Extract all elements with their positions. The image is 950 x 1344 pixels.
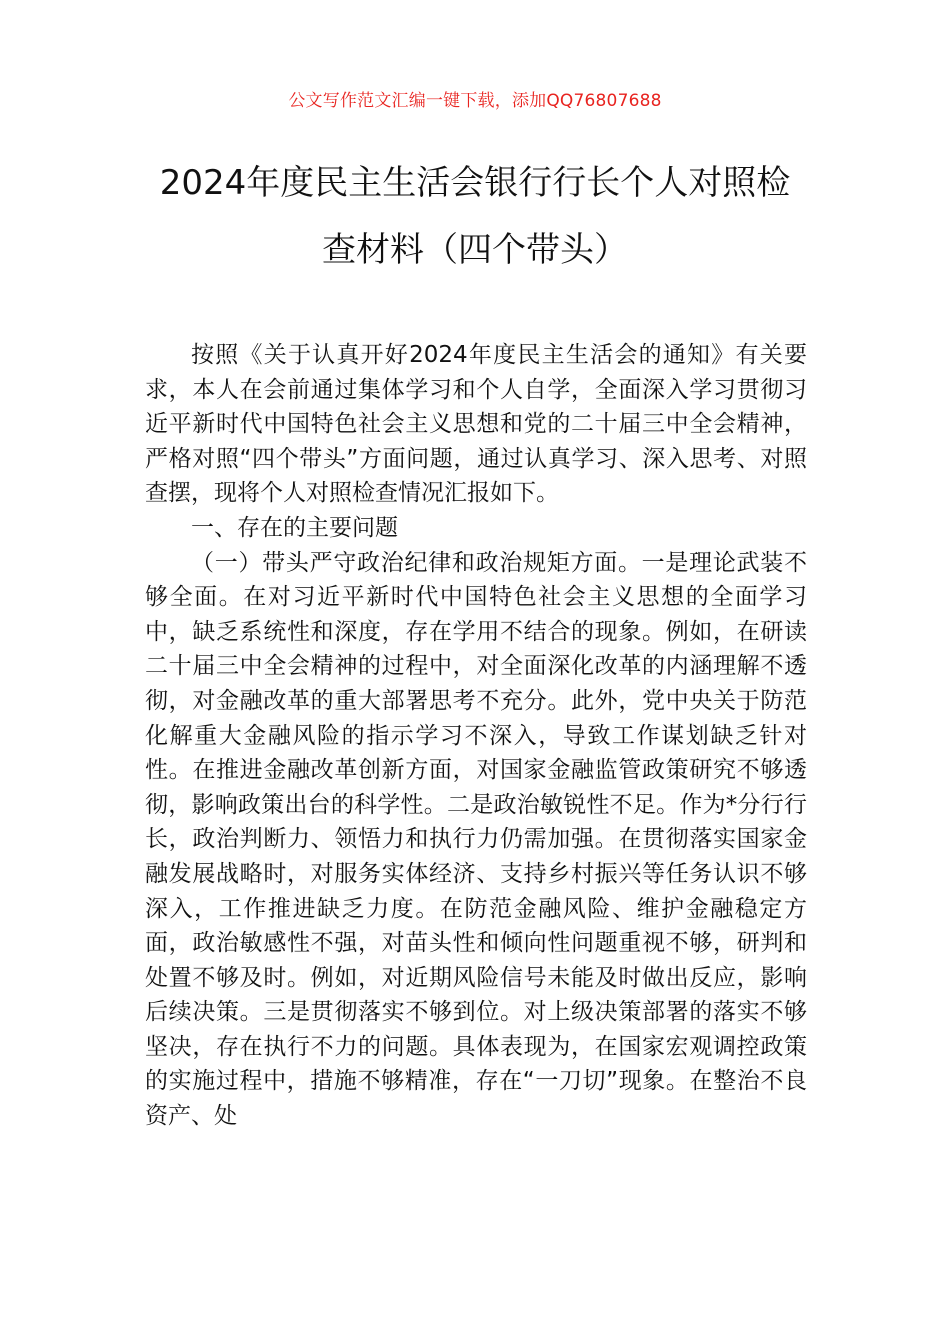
- section-heading: 一、存在的主要问题: [191, 514, 398, 541]
- document-title-line-2: 查材料（四个带头）: [322, 230, 628, 270]
- document-title-line-1: 2024年度民主生活会银行行长个人对照检: [159, 163, 791, 203]
- document-body: [145, 338, 807, 1134]
- intro-paragraph: 按照《关于认真开好2024年度民主生活会的通知》有关要求，本人在会前通过集体学习和个人自学，全面深入学习贯彻习近平新时代中国特色社会主义思想和党的二十届三中全会精神，严格对照“四个带头”方面问题，通过认真学习、深入思考、对照查摆，现将个人对照检查情况汇报如下。: [145, 342, 807, 507]
- body-paragraph: （一）带头严守政治纪律和政治规矩方面。一是理论武装不够全面。在对习近平新时代中国特色社会主义思想的全面学习中，缺乏系统性和深度，存在学用不结合的现象。例如，在研读二十届三中全会精神的过程中，对全面深化改革的内涵理解不透彻，对金融改革的重大部署思考不充分。此外，党中央关于防范化解重大金融风险的指示学习不深入，导致工作谋划缺乏针对性。在推进金融改革创新方面，对国家金融监管政策研究不够透彻，影响政策出台的科学性。二是政治敏锐性不足。作为*分行行长，政治判断力、领悟力和执行力仍需加强。在贯彻落实国家金融发展战略时，对服务实体经济、支持乡村振兴等任务认识不够深入，工作推进缺乏力度。在防范金融风险、维护金融稳定方面，政治敏感性不强，对苗头性和倾向性问题重视不够，研判和处置不够及时。例如，对近期风险信号未能及时做出反应，影响后续决策。三是贯彻落实不够到位。对上级决策部署的落实不够坚决，存在执行不力的问题。具体表现为，在国家宏观调控政策的实施过程中，措施不够精准，存在“一刀切”现象。在整治不良资产、处: [145, 549, 807, 1130]
- download-banner: 公文写作范文汇编一键下载，添加QQ76807688: [288, 91, 662, 111]
